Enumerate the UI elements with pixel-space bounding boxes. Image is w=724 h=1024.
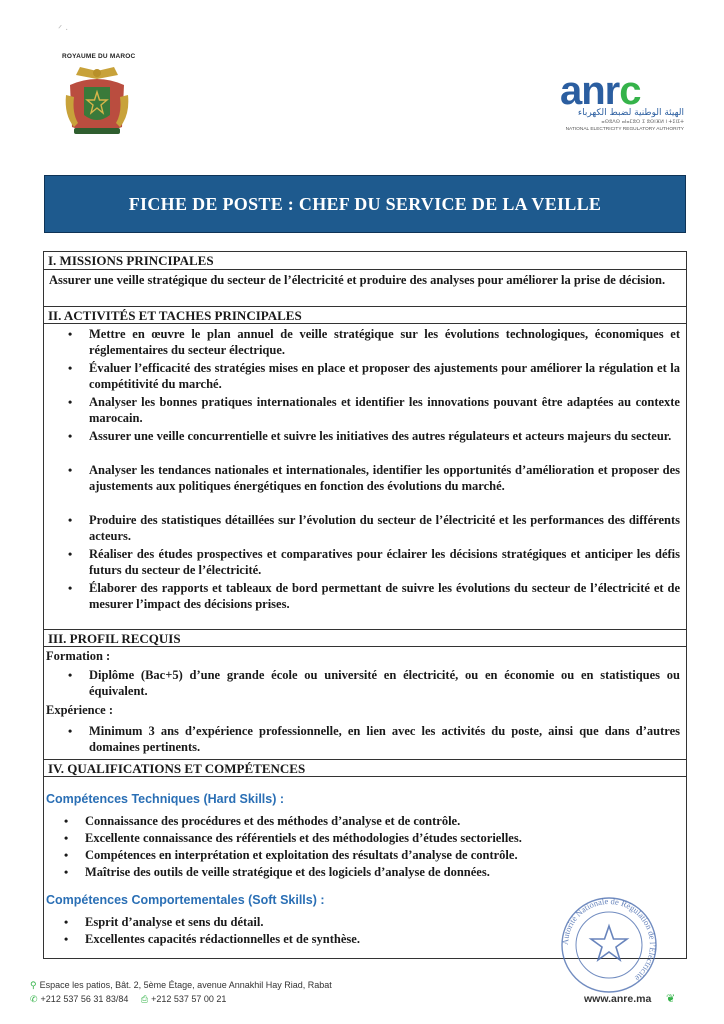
stamp-ring-text: Autorité Nationale de Régulation de l’Electricité xyxy=(559,895,659,984)
bullet-icon: • xyxy=(68,429,73,443)
anrc-tifinagh-name: ⴰⵙⵓⴷⵙ ⴰⵏⴰⵎⵓⵔ ⵉ ⵓⵙⵏⴼⵍ ⵏ ⵜⵉⵏⵉⵜ xyxy=(601,119,684,125)
list-item: • Compétences en interprétation et exploitation des résultats d’analyse de contrôle. xyxy=(64,848,518,862)
footer-contacts: ✆ +212 537 56 31 83/84 ⎙ +212 537 57 00 21 xyxy=(30,994,227,1004)
job-sheet-table xyxy=(43,251,687,959)
bullet-icon: • xyxy=(64,865,69,879)
bullet-icon: • xyxy=(64,831,69,845)
official-stamp xyxy=(550,893,668,993)
section-qualifications-heading: IV. QUALIFICATIONS ET COMPÉTENCES xyxy=(44,759,686,777)
star-icon xyxy=(591,926,627,960)
section-profil-heading: III. PROFIL RECQUIS xyxy=(44,629,686,647)
list-item: • Produire des statistiques détaillées sur l’évolution du secteur de l’électricité et les performances des différents acteurs. xyxy=(68,513,680,543)
missions-text: Assurer une veille stratégique du secteur de l’électricité et produire des analyses pour améliorer la prise de décision. xyxy=(49,273,666,287)
soft-skills-heading: Compétences Comportementales (Soft Skills) : xyxy=(46,893,325,907)
page-title: FICHE DE POSTE : CHEF DU SERVICE DE LA VEILLE xyxy=(128,193,602,214)
list-item: • Évaluer l’efficacité des stratégies mises en place et proposer des ajustements pour améliorer la régulation et la compétitivité du marché. xyxy=(68,361,680,391)
soft-skills-list xyxy=(44,915,544,949)
royaume-label: ROYAUME DU MAROC xyxy=(62,53,136,60)
list-item: • Diplôme (Bac+5) d’une grande école ou université en électricité, ou en économie ou en statistiques ou équivalent. xyxy=(68,668,680,698)
list-item: • Excellentes capacités rédactionnelles et de synthèse. xyxy=(64,932,360,946)
list-item: • Minimum 3 ans d’expérience professionnelle, en lien avec les activités du poste, ainsi que dans d’autres domaines pertinents. xyxy=(68,724,680,754)
section-missions-heading: I. MISSIONS PRINCIPALES xyxy=(44,252,686,270)
formation-list xyxy=(44,668,680,702)
list-item: • Analyser les bonnes pratiques internationales et identifier les innovations pouvant être adaptées au contexte marocain. xyxy=(68,395,680,425)
fax-icon: ⎙ xyxy=(140,994,149,1004)
website-link[interactable]: www.anre.ma xyxy=(584,993,652,1005)
list-item: • Connaissance des procédures et des méthodes d’analyse et de contrôle. xyxy=(64,814,461,828)
bullet-icon: • xyxy=(68,668,73,682)
activites-list xyxy=(44,327,680,615)
bullet-icon: • xyxy=(68,724,73,738)
anrc-logo xyxy=(560,69,690,144)
bullet-icon: • xyxy=(68,395,73,409)
list-item: • Assurer une veille concurrentielle et suivre les initiatives des autres régulateurs et acteurs majeurs du secteur. xyxy=(68,429,672,443)
list-item: • Analyser les tendances nationales et internationales, identifier les opportunités d’amélioration et proposer des ajustements aux politiques énergétiques en fonction des évolutions du marché. xyxy=(68,463,680,493)
hard-skills-list xyxy=(44,814,644,882)
anrc-english-name: NATIONAL ELECTRICITY REGULATORY AUTHORITY xyxy=(565,127,684,132)
list-item: • Maîtrise des outils de veille stratégique et des logiciels d’analyse de données. xyxy=(64,865,490,879)
bullet-icon: • xyxy=(68,361,73,375)
bullet-icon: • xyxy=(64,915,69,929)
footer-address: ⚲ Espace les patios, Bât. 2, 5ème Étage, avenue Annakhil Hay Riad, Rabat xyxy=(30,980,332,990)
title-banner xyxy=(44,175,686,233)
hard-skills-heading: Compétences Techniques (Hard Skills) : xyxy=(46,792,285,806)
list-item: • Réaliser des études prospectives et comparatives pour éclairer les décisions stratégiques et anticiper les défis futurs du secteur de l’électricité. xyxy=(68,547,680,577)
svg-text:Autorité Nationale de Régulati xyxy=(560,896,658,984)
list-item: • Esprit d’analyse et sens du détail. xyxy=(64,915,264,929)
anrc-wordmark: anrc xyxy=(560,69,641,113)
scan-mark: ᐟ · xyxy=(58,24,69,35)
bullet-icon: • xyxy=(68,513,73,527)
list-item: • Excellente connaissance des référentiels et des méthodologies d’études sectorielles. xyxy=(64,831,522,845)
bullet-icon: • xyxy=(64,848,69,862)
moroccan-coat-of-arms-icon xyxy=(62,65,132,137)
location-pin-icon: ⚲ xyxy=(30,980,37,990)
bullet-icon: • xyxy=(68,463,73,477)
bullet-icon: • xyxy=(68,581,73,595)
experience-label: Expérience : xyxy=(46,703,113,717)
section-activites-heading: II. ACTIVITÉS ET TACHES PRINCIPALES xyxy=(44,306,686,324)
bullet-icon: • xyxy=(68,547,73,561)
formation-label: Formation : xyxy=(46,649,111,663)
bullet-icon: • xyxy=(64,932,69,946)
list-item: • Élaborer des rapports et tableaux de bord permettant de suivre les évolutions du secteur de l’électricité et de mesurer l’impact des décisions prises. xyxy=(68,581,680,611)
experience-list xyxy=(44,724,680,758)
list-item: • Mettre en œuvre le plan annuel de veille stratégique sur les évolutions technologiques, économiques et réglementaires du secteur électrique. xyxy=(68,327,680,357)
bullet-icon: • xyxy=(64,814,69,828)
bullet-icon: • xyxy=(68,327,73,341)
leaf-icon: ❦ xyxy=(666,993,676,1005)
phone-icon: ✆ xyxy=(30,994,38,1004)
anrc-arabic-name: الهيئة الوطنية لضبط الكهرباء xyxy=(577,108,684,118)
